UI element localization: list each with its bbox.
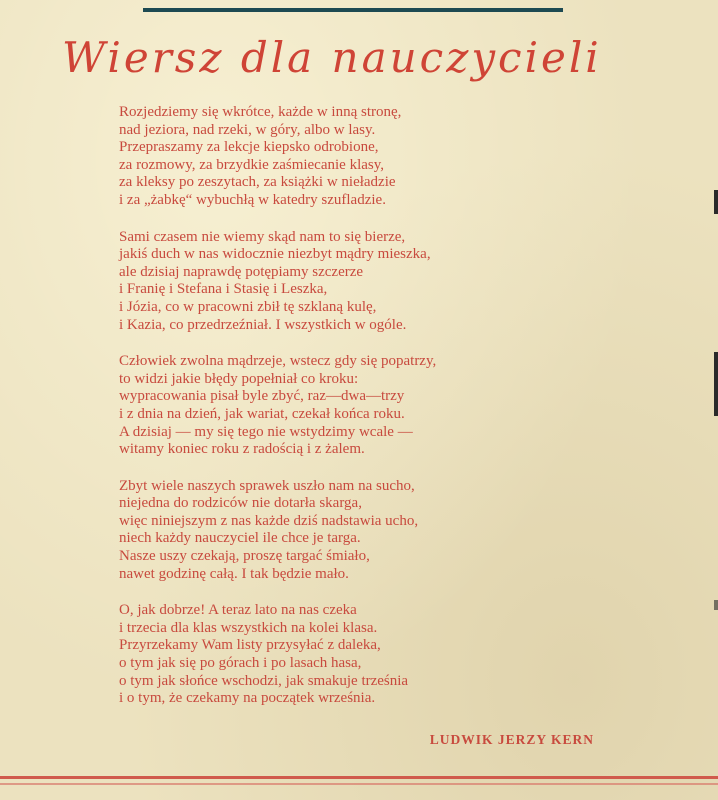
- stanza-1: [119, 104, 609, 210]
- verse-line: i Kazia, co przedrzeźniał. I wszystkich w ogóle.: [119, 316, 407, 333]
- top-divider-rule: [143, 8, 563, 12]
- adjacent-column-edge: [714, 190, 718, 214]
- verse-line: za rozmowy, za brzydkie zaśmiecanie klasy,: [119, 156, 385, 173]
- verse-line: to widzi jakie błędy popełniał co kroku:: [119, 370, 359, 387]
- poem-title: Wiersz dla nauczycieli: [62, 33, 602, 82]
- stanza-5: [119, 602, 609, 708]
- verse-line: i Franię i Stefana i Stasię i Leszka,: [119, 281, 328, 298]
- verse-line: za kleksy po zeszytach, za książki w nieładzie: [119, 174, 396, 191]
- verse-line: wypracowania pisał byle zbyć, raz—dwa—trzy: [119, 388, 405, 405]
- verse-line: o tym jak słońce wschodzi, jak smakuje trześnia: [119, 672, 409, 689]
- adjacent-column-edge: [714, 352, 718, 416]
- stanza-4: [119, 478, 609, 584]
- verse-line: i trzecia dla klas wszystkich na kolei klasa.: [119, 619, 378, 636]
- verse-line: niech każdy nauczyciel ile chce je targa.: [119, 530, 361, 547]
- verse-line: więc niniejszym z nas każde dziś nadstawia ucho,: [119, 512, 419, 529]
- author-signature: LUDWIK JERZY KERN: [429, 732, 594, 747]
- verse-line: ale dzisiaj naprawdę potępiamy szczerze: [119, 263, 364, 280]
- verse-line: i Józia, co w pracowni zbił tę szklaną kulę,: [119, 298, 377, 315]
- verse-line: Sami czasem nie wiemy skąd nam to się bierze,: [119, 228, 406, 245]
- verse-line: Przepraszamy za lekcje kiepsko odrobione,: [119, 139, 379, 156]
- verse-line: A dzisiaj — my się tego nie wstydzimy wcale —: [119, 423, 413, 440]
- verse-line: Rozjedziemy się wkrótce, każde w inną stronę,: [119, 104, 402, 120]
- stanza-2: [119, 229, 609, 335]
- verse-line: o tym jak się po górach i po lasach hasa,: [119, 655, 362, 672]
- bottom-divider-rule-secondary: [0, 783, 718, 785]
- verse-line: Zbyt wiele naszych sprawek uszło nam na sucho,: [119, 477, 415, 494]
- verse-line: O, jak dobrze! A teraz lato na nas czeka: [119, 602, 357, 619]
- verse-line: Człowiek zwolna mądrzeje, wstecz gdy się popatrzy,: [119, 353, 437, 370]
- adjacent-column-edge: [714, 600, 718, 610]
- verse-line: nawet godzinę całą. I tak będzie mało.: [119, 565, 349, 582]
- verse-line: i z dnia na dzień, jak wariat, czekał końca roku.: [119, 405, 405, 422]
- verse-line: jakiś duch w nas widocznie niezbyt mądry mieszka,: [119, 246, 431, 263]
- verse-line: i za „żabkę“ wybuchłą w katedry szufladzie.: [119, 191, 386, 208]
- stanza-3: [119, 353, 609, 459]
- verse-line: witamy koniec roku z radością i z żalem.: [119, 441, 365, 458]
- verse-line: nad jeziora, nad rzeki, w góry, albo w lasy.: [119, 121, 376, 138]
- verse-line: i o tym, że czekamy na początek września.: [119, 690, 376, 707]
- bottom-divider-rule: [0, 776, 718, 779]
- verse-line: Przyrzekamy Wam listy przysyłać z daleka,: [119, 637, 381, 654]
- verse-line: Nasze uszy czekają, proszę targać śmiało,: [119, 548, 370, 565]
- poem-body: [119, 104, 609, 727]
- verse-line: niejedna do rodziców nie dotarła skarga,: [119, 495, 362, 512]
